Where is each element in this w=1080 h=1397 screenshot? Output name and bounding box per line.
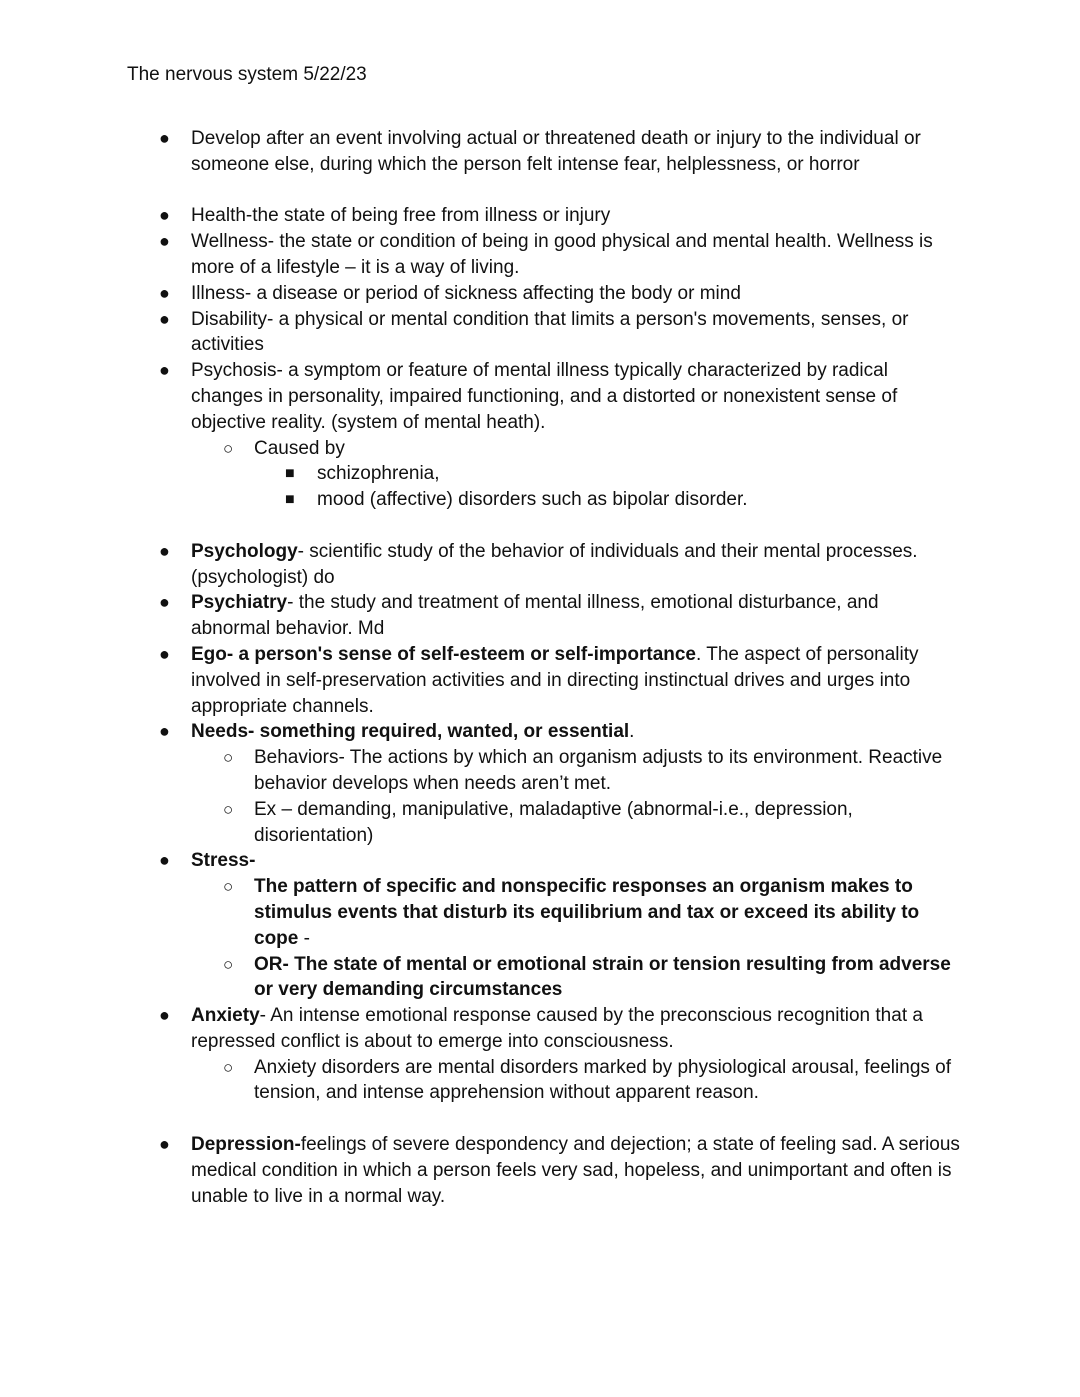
bullet-disc-icon: ● [159,308,170,329]
list-item-behaviors [0,745,1080,797]
list-item-anxiety [0,1003,1080,1055]
item-text: Wellness- the state or condition of being in good physical and mental health. Wellness is more of a lifestyle – it is a way of living. [191,231,933,278]
page-title: The nervous system 5/22/23 [127,64,367,85]
bullet-disc-icon: ● [159,850,170,871]
bullet-circle-icon: ○ [223,954,234,974]
list-item-disability [0,307,1080,359]
item-text-bold: The pattern of specific and nonspecific responses an organism makes to stimulus events that disturb its equilibrium and tax or exceed its ability to cope [254,876,920,949]
item-text: . The aspect of personality involved in self-preservation activities and in directing instinctual drives and urges into appropriate channels. [191,643,919,717]
list-item-psychology [0,539,1080,591]
spacer [0,1106,1080,1132]
bullet-disc-icon: ● [159,540,170,561]
term-stress: Stress- [191,850,256,872]
bullet-disc-icon: ● [159,721,170,742]
bullet-square-icon: ■ [285,491,295,509]
list-item-health [0,203,1080,229]
bullet-circle-icon: ○ [223,799,234,819]
item-text: - An intense emotional response caused by the preconscious recognition that a repressed conflict is about to emerge into consciousness. [191,1005,923,1052]
term-depression: Depression- [191,1134,301,1156]
list-item-ego [0,642,1080,719]
bullet-circle-icon: ○ [223,1057,234,1077]
list-item-psychiatry [0,590,1080,642]
list-item-caused-by [0,436,1080,462]
bullet-disc-icon: ● [159,282,170,303]
list-item-cause-mood [0,487,1080,513]
spacer [0,513,1080,539]
bullet-disc-icon: ● [159,128,170,148]
item-text: - [298,927,310,949]
bullet-disc-icon: ● [159,1134,170,1155]
list-item-needs [0,719,1080,745]
bullet-circle-icon: ○ [223,877,234,897]
list-item-ptsd [0,126,1080,178]
term-needs: Needs- something required, wanted, or essential [191,721,630,743]
list-item-stress [0,848,1080,874]
bullet-circle-icon: ○ [223,748,234,768]
item-text: Health-the state of being free from illness or injury [191,205,611,227]
notes-list [0,126,1080,1209]
bullet-disc-icon: ● [159,592,170,613]
item-text: schizophrenia, [317,463,440,485]
item-text: Develop after an event involving actual or threatened death or injury to the individual or someone else, during which the person felt intense fear, helplessness, or horror [191,128,921,175]
bullet-disc-icon: ● [159,643,170,664]
list-item-stress-def-1 [0,874,1080,951]
item-text: . [629,721,635,743]
term-anxiety: Anxiety [191,1005,260,1027]
item-text-bold: OR- The state of mental or emotional strain or tension resulting from adverse or very demanding circumstances [254,953,951,1001]
item-text: mood (affective) disorders such as bipolar disorder. [317,489,748,511]
item-text: Anxiety disorders are mental disorders marked by physiological arousal, feelings of tension, and intense apprehension without apparent reason. [254,1056,952,1104]
list-item-examples [0,797,1080,849]
item-text: Ex – demanding, manipulative, maladaptive (abnormal-i.e., depression, disorientation) [254,798,853,846]
item-text: Behaviors- The actions by which an organism adjusts to its environment. Reactive behavior develops when needs aren’t met. [254,747,943,794]
bullet-disc-icon: ● [159,205,170,226]
item-text: feelings of severe despondency and dejection; a state of feeling sad. A serious medical condition in which a person feels very sad, hopeless, and unimportant and often is unable to live in a normal way. [191,1134,960,1207]
bullet-disc-icon: ● [159,231,170,252]
list-item-wellness [0,229,1080,281]
item-text: - the study and treatment of mental illness, emotional disturbance, and abnormal behavior. Md [191,592,879,640]
list-item-psychosis [0,358,1080,435]
bullet-disc-icon: ● [159,360,170,381]
spacer [0,178,1080,204]
list-item-depression [0,1132,1080,1209]
list-item-cause-schizophrenia [0,461,1080,487]
list-item-illness [0,281,1080,307]
term-psychology: Psychology [191,540,298,562]
bullet-circle-icon: ○ [223,438,234,458]
item-text: Psychosis- a symptom or feature of mental illness typically characterized by radical changes in personality, impaired functioning, and a distorted or nonexistent sense of objective reality. (system of mental heath). [191,360,898,433]
list-item-anxiety-disorders [0,1055,1080,1107]
term-ego: Ego- a person's sense of self-esteem or self-importance [191,643,697,665]
bullet-disc-icon: ● [159,1005,170,1026]
item-text: Illness- a disease or period of sickness affecting the body or mind [191,282,741,304]
item-text: Caused by [254,437,345,459]
item-text: - scientific study of the behavior of individuals and their mental processes. (psychologist) do [191,540,918,588]
term-psychiatry: Psychiatry [191,592,288,614]
list-item-stress-def-2 [0,952,1080,1004]
bullet-square-icon: ■ [285,465,295,483]
item-text: Disability- a physical or mental condition that limits a person's movements, senses, or activities [191,308,909,356]
